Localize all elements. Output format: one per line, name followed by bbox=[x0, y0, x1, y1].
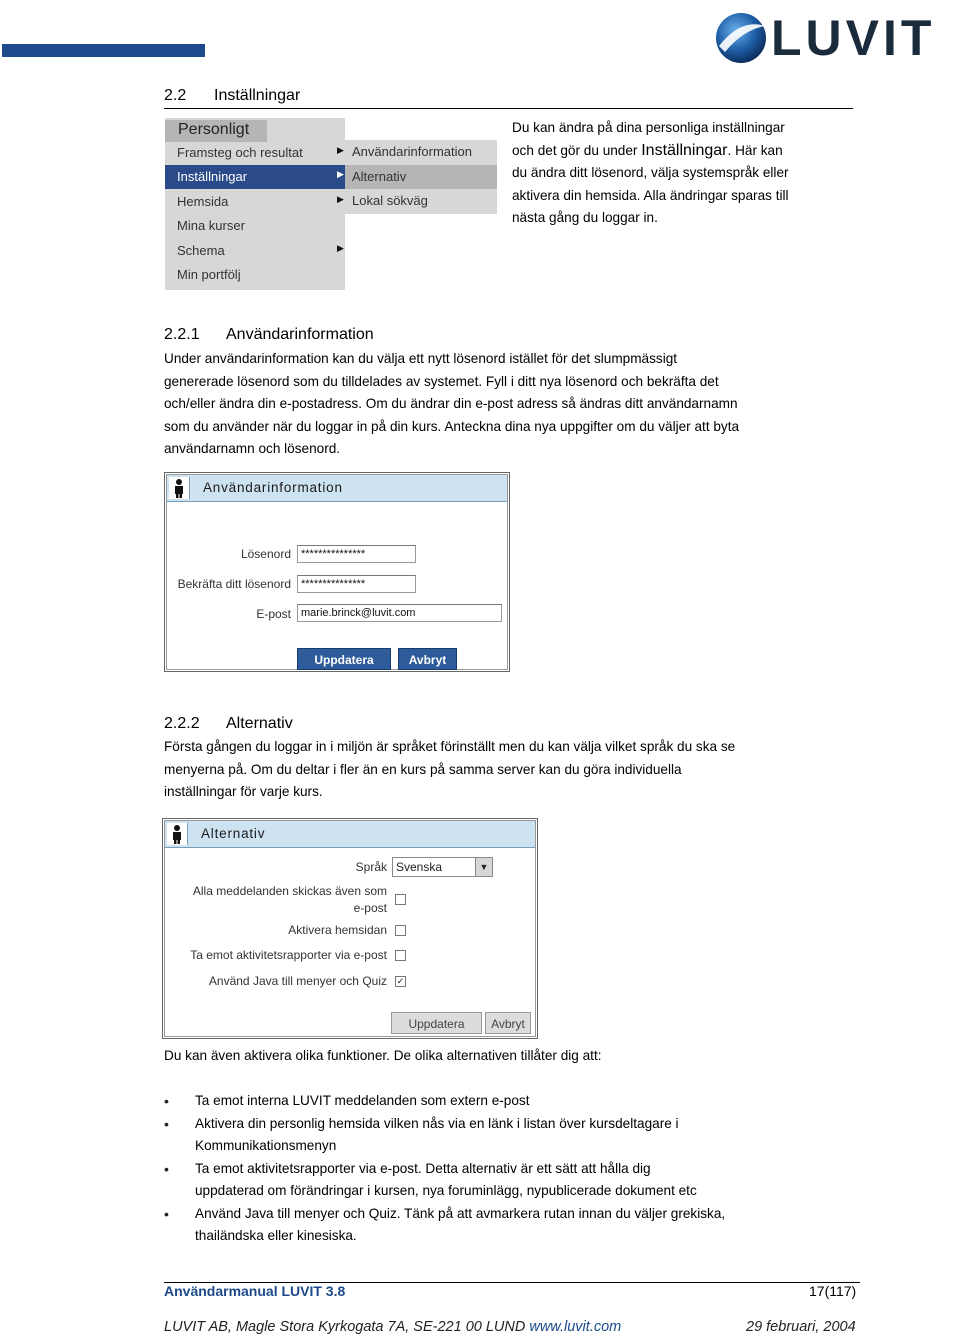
website-link[interactable]: www.luvit.com bbox=[529, 1319, 622, 1335]
submenu-arrow-icon: ▶ bbox=[337, 194, 344, 204]
luvit-logo bbox=[713, 8, 955, 66]
address-text: LUVIT AB, Magle Stora Kyrkogata 7A, SE-221 00 LUND bbox=[164, 1319, 530, 1335]
paragraph-line: Första gången du loggar in i miljön är språket förinställt men du kan välja vilket språk du ska se bbox=[164, 739, 736, 754]
cancel-button[interactable]: Avbryt bbox=[398, 648, 457, 670]
menu-item-homepage[interactable] bbox=[165, 190, 345, 214]
intro-paragraph bbox=[512, 117, 852, 230]
menu-item-label: Min portfölj bbox=[177, 267, 241, 282]
subsection-title: Användarinformation bbox=[226, 326, 374, 343]
paragraph-line: menyerna på. Om du deltar i fler än en kurs på samma server kan du göra individuella bbox=[164, 761, 682, 777]
submenu-arrow-icon: ▶ bbox=[337, 243, 344, 253]
subsection-number: 2.2.1 bbox=[164, 326, 200, 343]
option-label: Ta emot aktivitetsrapporter via e-post bbox=[190, 948, 387, 962]
menu-item-label: Mina kurser bbox=[177, 218, 245, 233]
subsection-number: 2.2.2 bbox=[164, 715, 200, 732]
subsection-heading bbox=[164, 715, 293, 733]
list-item: • Aktivera din personlig hemsida vilken nås via en länk i listan över kursdeltagare i Kommunikationsmenyn bbox=[164, 1113, 854, 1158]
email-field[interactable] bbox=[297, 604, 502, 622]
menu-item-my-courses[interactable] bbox=[165, 214, 345, 238]
settings-submenu bbox=[345, 140, 497, 214]
password-label: Lösenord bbox=[240, 547, 291, 561]
menu-header-label: Personligt bbox=[178, 121, 250, 138]
confirm-password-field[interactable] bbox=[297, 575, 416, 593]
menu-item-settings[interactable] bbox=[165, 165, 345, 189]
page-number: 17(117) bbox=[809, 1283, 857, 1299]
language-value: Svenska bbox=[396, 860, 443, 874]
option-label: Aktivera hemsidan bbox=[288, 923, 387, 937]
submenu-item-label: Alternativ bbox=[352, 169, 407, 184]
user-info-panel bbox=[164, 472, 510, 672]
section-rule bbox=[164, 108, 853, 109]
menu-item-schedule[interactable] bbox=[165, 239, 345, 263]
menu-item-label: Framsteg och resultat bbox=[177, 145, 303, 160]
menu-item-label: Schema bbox=[177, 243, 225, 258]
intro-line: nästa gång du loggar in. bbox=[512, 210, 658, 225]
paragraph-line: som du använder när du loggar in på din kurs. Anteckna dina nya uppgifter om du väljer att byta bbox=[164, 418, 740, 434]
paragraph-line: användarnamn och lösenord. bbox=[164, 441, 341, 456]
document-date: 29 februari, 2004 bbox=[746, 1319, 856, 1335]
chevron-down-icon[interactable]: ▼ bbox=[475, 858, 492, 876]
intro-line: Du kan ändra på dina personliga inställningar bbox=[512, 120, 785, 135]
panel-title: Användarinformation bbox=[203, 480, 343, 495]
paragraph-line: Under användarinformation kan du välja ett nytt lösenord istället för det slumpmässigt bbox=[164, 351, 678, 366]
update-button[interactable]: Uppdatera bbox=[297, 648, 391, 670]
functions-list bbox=[164, 1090, 854, 1248]
logo-text: LUVIT bbox=[771, 10, 936, 66]
company-address bbox=[164, 1319, 621, 1335]
alternatives-panel bbox=[162, 818, 538, 1039]
section-heading bbox=[164, 87, 300, 105]
java-menu-checkbox[interactable] bbox=[395, 976, 406, 987]
panel-frame bbox=[166, 474, 508, 670]
menu-item-label: Hemsida bbox=[177, 194, 229, 209]
paragraph-line: inställningar för varje kurs. bbox=[164, 784, 323, 799]
personal-menu bbox=[165, 118, 345, 290]
intro-line: och det gör du under Inställningar. Här kan bbox=[512, 141, 783, 159]
list-item: • Ta emot interna LUVIT meddelanden som extern e-post bbox=[164, 1090, 854, 1113]
list-item: • Använd Java till menyer och Quiz. Tänk på att avmarkera rutan innan du väljer grekiska, thailändska eller kinesiska. bbox=[164, 1203, 854, 1248]
intro-line: aktivera din hemsida. Alla ändringar sparas till bbox=[512, 187, 789, 203]
functions-intro: Du kan även aktivera olika funktioner. De olika alternativen tillåter dig att: bbox=[164, 1048, 602, 1063]
submenu-item-user-info[interactable] bbox=[352, 144, 472, 159]
logo-globe-icon bbox=[713, 8, 771, 66]
option-label: Använd Java till menyer och Quiz bbox=[208, 974, 387, 988]
alternatives-paragraph bbox=[164, 736, 854, 804]
list-item: • Ta emot aktivitetsrapporter via e-post. Detta alternativ är ett sätt att hålla dig uppdaterad om förändringar i kursen, nya foruminlägg, nypublicerade dokument etc bbox=[164, 1158, 854, 1203]
paragraph-line: genererade lösenord som du tilldelades av systemet. Fyll i ditt nya lösenord och bekräfta det bbox=[164, 373, 719, 389]
person-icon bbox=[169, 477, 190, 499]
option-label: e-post bbox=[353, 901, 387, 915]
check-icon: ✓ bbox=[396, 976, 405, 986]
email-forward-checkbox[interactable] bbox=[395, 894, 406, 905]
submenu-item-local-path[interactable] bbox=[352, 193, 428, 208]
activity-report-checkbox[interactable] bbox=[395, 950, 406, 961]
submenu-item-label: Användarinformation bbox=[352, 144, 472, 159]
panel-header bbox=[167, 475, 507, 502]
email-label: E-post bbox=[256, 607, 291, 621]
panel-header bbox=[165, 821, 535, 848]
intro-line: du ändra ditt lösenord, välja systemspråk eller bbox=[512, 165, 789, 180]
menu-header[interactable] bbox=[165, 120, 267, 142]
confirm-password-label: Bekräfta ditt lösenord bbox=[177, 577, 291, 591]
menu-item-progress[interactable] bbox=[165, 141, 345, 165]
paragraph-line: och/eller ändra din e-postadress. Om du ändrar din e-post adress så ändras ditt användarnamn bbox=[164, 396, 738, 411]
header-bar bbox=[2, 44, 205, 57]
submenu-item-alternatives[interactable] bbox=[345, 165, 497, 189]
submenu-item-label: Lokal sökväg bbox=[352, 193, 428, 208]
homepage-checkbox[interactable] bbox=[395, 925, 406, 936]
subsection-title: Alternativ bbox=[226, 715, 293, 732]
menu-item-portfolio[interactable] bbox=[165, 263, 345, 287]
section-title: Inställningar bbox=[214, 87, 301, 104]
cancel-button[interactable]: Avbryt bbox=[485, 1012, 531, 1034]
submenu-arrow-icon: ▶ bbox=[337, 145, 344, 155]
user-info-paragraph bbox=[164, 348, 854, 461]
update-button[interactable]: Uppdatera bbox=[391, 1012, 482, 1034]
settings-emphasis: Inställningar bbox=[641, 141, 728, 159]
submenu-arrow-icon: ▶ bbox=[337, 169, 344, 179]
menu-item-label: Inställningar bbox=[177, 169, 248, 184]
password-field[interactable] bbox=[297, 545, 416, 563]
language-label: Språk bbox=[355, 860, 387, 874]
section-number: 2.2 bbox=[164, 87, 187, 104]
option-label: Alla meddelanden skickas även som bbox=[192, 884, 387, 898]
subsection-heading bbox=[164, 326, 374, 344]
language-select[interactable] bbox=[392, 857, 493, 877]
person-icon bbox=[167, 823, 188, 845]
panel-title: Alternativ bbox=[201, 826, 266, 841]
manual-title: Användarmanual LUVIT 3.8 bbox=[164, 1283, 346, 1299]
